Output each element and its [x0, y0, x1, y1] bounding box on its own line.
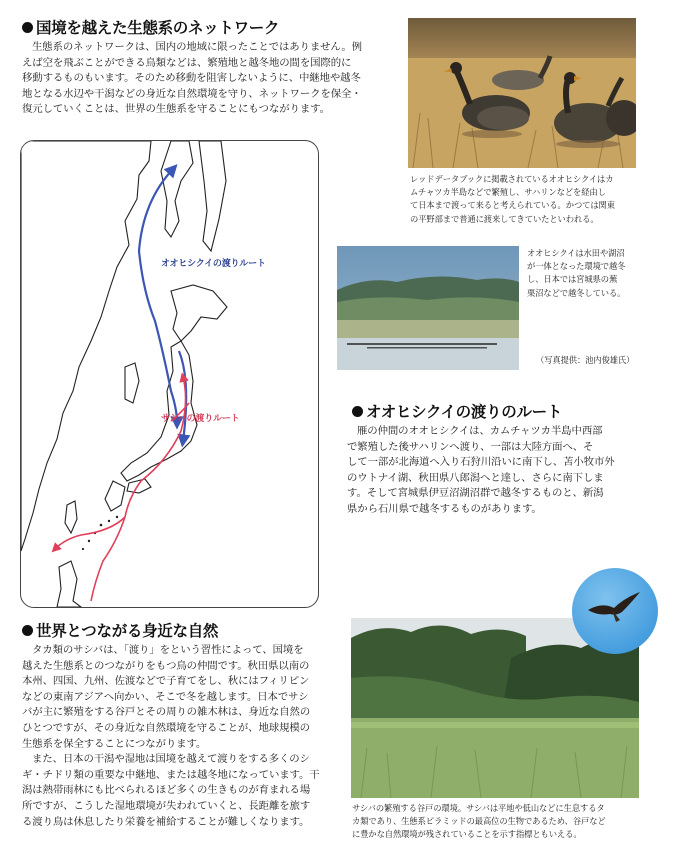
- route-text: [347, 424, 642, 518]
- caption-line: に豊かな自然環境が残されていることを示す指標ともいえる。: [352, 829, 582, 840]
- caption-line: カ類であり、生態系ピラミッドの最高位の生物であるため、谷戸など: [352, 816, 606, 827]
- marsh-photo: [337, 246, 519, 370]
- text-line: 生態系を保全することにつながります。: [22, 737, 207, 750]
- text-line: 雁の仲間のオオヒシクイは、カムチャツカ半島中西部: [357, 425, 603, 437]
- text-line: して一部が北海道へ入り石狩川沿いに南下し、苫小牧市外: [347, 456, 615, 469]
- network-text: [22, 40, 402, 118]
- text-line: 生態系のネットワークは、国内の地域に限ったことではありません。例: [32, 41, 362, 53]
- network-heading: 国境を越えた生態系のネットワーク: [22, 16, 279, 38]
- text-line: 県から石川県で越冬するものがあります。: [347, 502, 542, 515]
- caption-line: ムチャツカ半島などで繁殖し、サハリンなどを経由し: [410, 187, 606, 198]
- route-heading: オオヒシクイの渡りのルート: [352, 400, 562, 422]
- text-line: 復元していくことは、世界の生態系を守ることにもつながります。: [22, 103, 330, 116]
- bullet-dot-icon: [22, 625, 33, 636]
- text-line: す。そして宮城県伊豆沼湖沼群で越冬するものと、新潟: [347, 487, 604, 500]
- text-line: 本州、四国、九州、佐渡などで子育てをし、秋にはフィリピン: [22, 675, 310, 688]
- text-line: 地となる水辺や干潟などの身近な自然環境を守り、ネットワークを保全・: [22, 87, 362, 100]
- text-line: えば空を飛ぶことができる鳥類などは、繁殖地と越冬地の間を国際的に: [22, 56, 352, 69]
- caption-line: が一体となった環境で越冬: [527, 261, 626, 272]
- text-line: で繁殖した後サハリンへ渡り、一部は大陸方面へ、そ: [347, 440, 594, 453]
- text-line: 所ですが、こうした湿地環境が失われていくと、長距離を旅す: [22, 799, 311, 812]
- caption-line: サシバの繁殖する谷戸の環境。サシバは平地や低山などに生息するタ: [352, 803, 605, 813]
- caption-line: の平野部まで普通に渡来してきていたといわれる。: [410, 213, 599, 224]
- photo-credit: （写真提供：池内俊雄氏）: [536, 355, 635, 365]
- text-line: のウトナイ湖、秋田県八郎潟へと達し、さらに南下しま: [347, 471, 604, 484]
- nature-heading: 世界とつながる身近な自然: [22, 619, 218, 641]
- yato-caption: [352, 802, 652, 842]
- text-line: ひとつですが、その身近な自然環境を守ることが、地球規模の: [22, 721, 310, 734]
- geese-caption: [410, 173, 640, 226]
- caption-line: し、日本では宮城県の蕪: [527, 274, 618, 285]
- text-line: ギ・チドリ類の重要な中継地、または越冬地になっています。干: [22, 768, 320, 781]
- text-line: る渡り鳥は休息したり栄養を補給することが難しくなります。: [22, 815, 310, 828]
- bullet-dot-icon: [352, 406, 363, 417]
- caption-line: レッドデータブックに掲載されているオオヒシクイはカ: [410, 174, 614, 184]
- text-line: などの東南アジアへ向かい、そこで冬を越します。日本でサシ: [22, 690, 309, 703]
- sashiba-route-label: サシバの渡りルート: [161, 414, 240, 424]
- geese-photo: [408, 18, 636, 168]
- text-line: バが主に繁殖をする谷戸とその周りの雑木林は、身近な自然の: [22, 706, 311, 719]
- marsh-caption: [527, 247, 647, 300]
- migration-map: [20, 140, 319, 608]
- text-line: 越えた生態系とのつながりをもつ鳥の仲間です。秋田県以南の: [22, 659, 310, 672]
- bullet-dot-icon: [22, 22, 33, 33]
- text-line: また、日本の干潟や湿地は国境を越えて渡りをする多くのシ: [32, 753, 310, 766]
- sashiba-hawk-image: [572, 568, 658, 654]
- text-line: 潟は熱帯雨林にも比べられるほど多くの生きものが育まれる場: [22, 784, 311, 797]
- nature-text: [22, 643, 338, 830]
- text-line: タカ類のサシバは、「渡り」をという習性によって、国境を: [32, 644, 304, 656]
- caption-line: 栗沼などで越冬している。: [527, 287, 626, 298]
- caption-line: オオヒシクイは水田や湖沼: [527, 248, 625, 258]
- caption-line: て日本まで渡って来ると考えられている。かつては関東: [410, 200, 615, 211]
- ohishikui-route-label: オオヒシクイの渡りルート: [161, 259, 266, 269]
- text-line: 移動するものもいます。そのため移動を阻害しないように、中継地や越冬: [22, 72, 361, 85]
